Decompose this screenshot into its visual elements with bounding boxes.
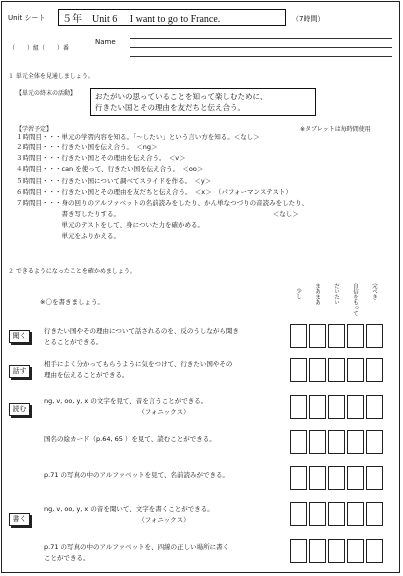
rating-cell[interactable] bbox=[347, 324, 364, 348]
plan-line: ３時間目・・・行きたい国とその理由を伝え合う。 ＜v＞ bbox=[16, 154, 186, 162]
plan-label: 【学習予定】 bbox=[16, 126, 53, 133]
check-item-text: p.71 の写真の中のアルファベットを、四線の正しい場所に書く ことができる。 bbox=[44, 543, 230, 562]
rating-grid bbox=[290, 358, 385, 382]
tablet-note: ※タブレットは毎時間使用 bbox=[300, 126, 371, 133]
column-header: 完ぺき bbox=[371, 283, 377, 300]
plan-line: ４時間目・・・can を使って、行きたい国を伝え合う。 ＜oo＞ bbox=[16, 165, 204, 173]
rating-cell[interactable] bbox=[290, 539, 307, 563]
rating-grid bbox=[290, 430, 385, 454]
plan-line: 単元をふりかえる。 bbox=[16, 232, 120, 240]
name-label: Name bbox=[95, 38, 116, 46]
plan-line: ２時間目・・・行きたい国を伝え合う。 ＜ng＞ bbox=[16, 143, 158, 151]
check-item-text: ng, v, oo, y, x の音を聞いて、文字を書くことができる。 （フォニックス） bbox=[44, 505, 214, 524]
hours-label: （7時間） bbox=[292, 15, 325, 23]
column-header: まあまあ bbox=[314, 283, 320, 305]
check-item-text: 相手によく分かってもらうように気をつけて、行きたい国やその 理由を伝えることができる。 bbox=[44, 360, 233, 379]
rating-cell[interactable] bbox=[328, 358, 345, 382]
name-line-1[interactable] bbox=[130, 38, 392, 39]
check-item-text: p.71 の写真の中のアルファベットを見て、名前読みができる。 bbox=[44, 471, 230, 479]
name-line-3[interactable] bbox=[130, 56, 392, 57]
rating-cell[interactable] bbox=[290, 324, 307, 348]
rating-cell[interactable] bbox=[366, 324, 383, 348]
plan-line: 書き写したりする。 ＜なし＞ bbox=[16, 210, 299, 218]
check-item-text: 国名の絵カード（p.64, 65 ）を見て、読むことができる。 bbox=[44, 435, 216, 443]
skill-label-speak: 話す bbox=[9, 365, 30, 378]
section1-heading: １ 単元全体を見通しましょう。 bbox=[8, 73, 94, 80]
rating-cell[interactable] bbox=[347, 502, 364, 526]
name-line-2[interactable] bbox=[130, 47, 392, 48]
class-number-fields[interactable]: （ ）組（ ）番 bbox=[9, 45, 70, 52]
rating-cell[interactable] bbox=[309, 324, 326, 348]
plan-line: ７時間目・・・身の回りのアルファベットの名前読みをしたり、かん単なつづりの音読みをしたり、 bbox=[16, 199, 309, 207]
rating-cell[interactable] bbox=[366, 466, 383, 490]
rating-grid bbox=[290, 539, 385, 563]
rating-cell[interactable] bbox=[347, 395, 364, 419]
rating-cell[interactable] bbox=[290, 466, 307, 490]
rating-cell[interactable] bbox=[309, 502, 326, 526]
rating-cell[interactable] bbox=[309, 539, 326, 563]
goal-text-line: おたがいの思っていることを知って楽しむために、 bbox=[95, 92, 268, 101]
column-header: だいたい bbox=[333, 283, 339, 305]
instruction: ※〇を書きましょう。 bbox=[40, 298, 104, 306]
rating-cell[interactable] bbox=[290, 395, 307, 419]
rating-grid bbox=[290, 502, 385, 526]
rating-cell[interactable] bbox=[328, 395, 345, 419]
rating-cell[interactable] bbox=[290, 430, 307, 454]
rating-cell[interactable] bbox=[309, 358, 326, 382]
rating-cell[interactable] bbox=[347, 466, 364, 490]
rating-cell[interactable] bbox=[328, 430, 345, 454]
rating-grid bbox=[290, 466, 385, 490]
section2-heading: ２ できるようになったことを確かめましょう。 bbox=[8, 268, 136, 275]
rating-cell[interactable] bbox=[328, 466, 345, 490]
rating-grid bbox=[290, 395, 385, 419]
rating-cell[interactable] bbox=[366, 358, 383, 382]
rating-cell[interactable] bbox=[347, 358, 364, 382]
check-item-text: ng, v, oo, y, x の文字を見て、音を言うことができる。 （フォニックス） bbox=[44, 397, 208, 416]
rating-cell[interactable] bbox=[309, 430, 326, 454]
rating-cell[interactable] bbox=[290, 358, 307, 382]
rating-cell[interactable] bbox=[328, 324, 345, 348]
rating-cell[interactable] bbox=[366, 430, 383, 454]
goal-text-line: 行きたい国とその理由を友だちと伝え合う。 bbox=[95, 103, 245, 112]
plan-line: 単元のテストをして、身についた力を確かめる。 bbox=[16, 221, 204, 229]
plan-line: ５時間目・・・行きたい国について調べてスライドを作る。 ＜y＞ bbox=[16, 177, 212, 185]
rating-cell[interactable] bbox=[309, 395, 326, 419]
column-header: 少し bbox=[295, 288, 301, 299]
goal-box bbox=[90, 88, 316, 116]
rating-grid bbox=[290, 324, 385, 348]
column-header: 自信をもって bbox=[352, 283, 358, 316]
skill-label-write: 書く bbox=[9, 513, 30, 526]
plan-line: １時間目・・・単元の学習内容を知る。「～したい」という言い方を知る。＜なし＞ bbox=[16, 133, 260, 141]
plan-line: ６時間目・・・行きたい国とその理由を友だちと伝え合う。 ＜x＞ （パフォーマンステスト） bbox=[16, 188, 292, 196]
unit-sheet-label: Unit シート bbox=[8, 14, 46, 22]
page-title: ５年 Unit 6 I want to go to France. bbox=[62, 14, 221, 25]
rating-cell[interactable] bbox=[290, 502, 307, 526]
rating-cell[interactable] bbox=[309, 466, 326, 490]
rating-cell[interactable] bbox=[366, 539, 383, 563]
rating-cell[interactable] bbox=[347, 539, 364, 563]
check-item-text: 行きたい国やその理由について話されるのを、反のうしながら聞き とることができる。 bbox=[44, 327, 239, 346]
rating-cell[interactable] bbox=[366, 502, 383, 526]
rating-cell[interactable] bbox=[366, 395, 383, 419]
rating-cell[interactable] bbox=[347, 430, 364, 454]
skill-label-read: 読む bbox=[9, 403, 30, 416]
rating-cell[interactable] bbox=[328, 502, 345, 526]
rating-cell[interactable] bbox=[328, 539, 345, 563]
skill-label-listen: 聞く bbox=[9, 330, 30, 343]
goal-label: 【単元の終末の活動】 bbox=[16, 90, 77, 97]
